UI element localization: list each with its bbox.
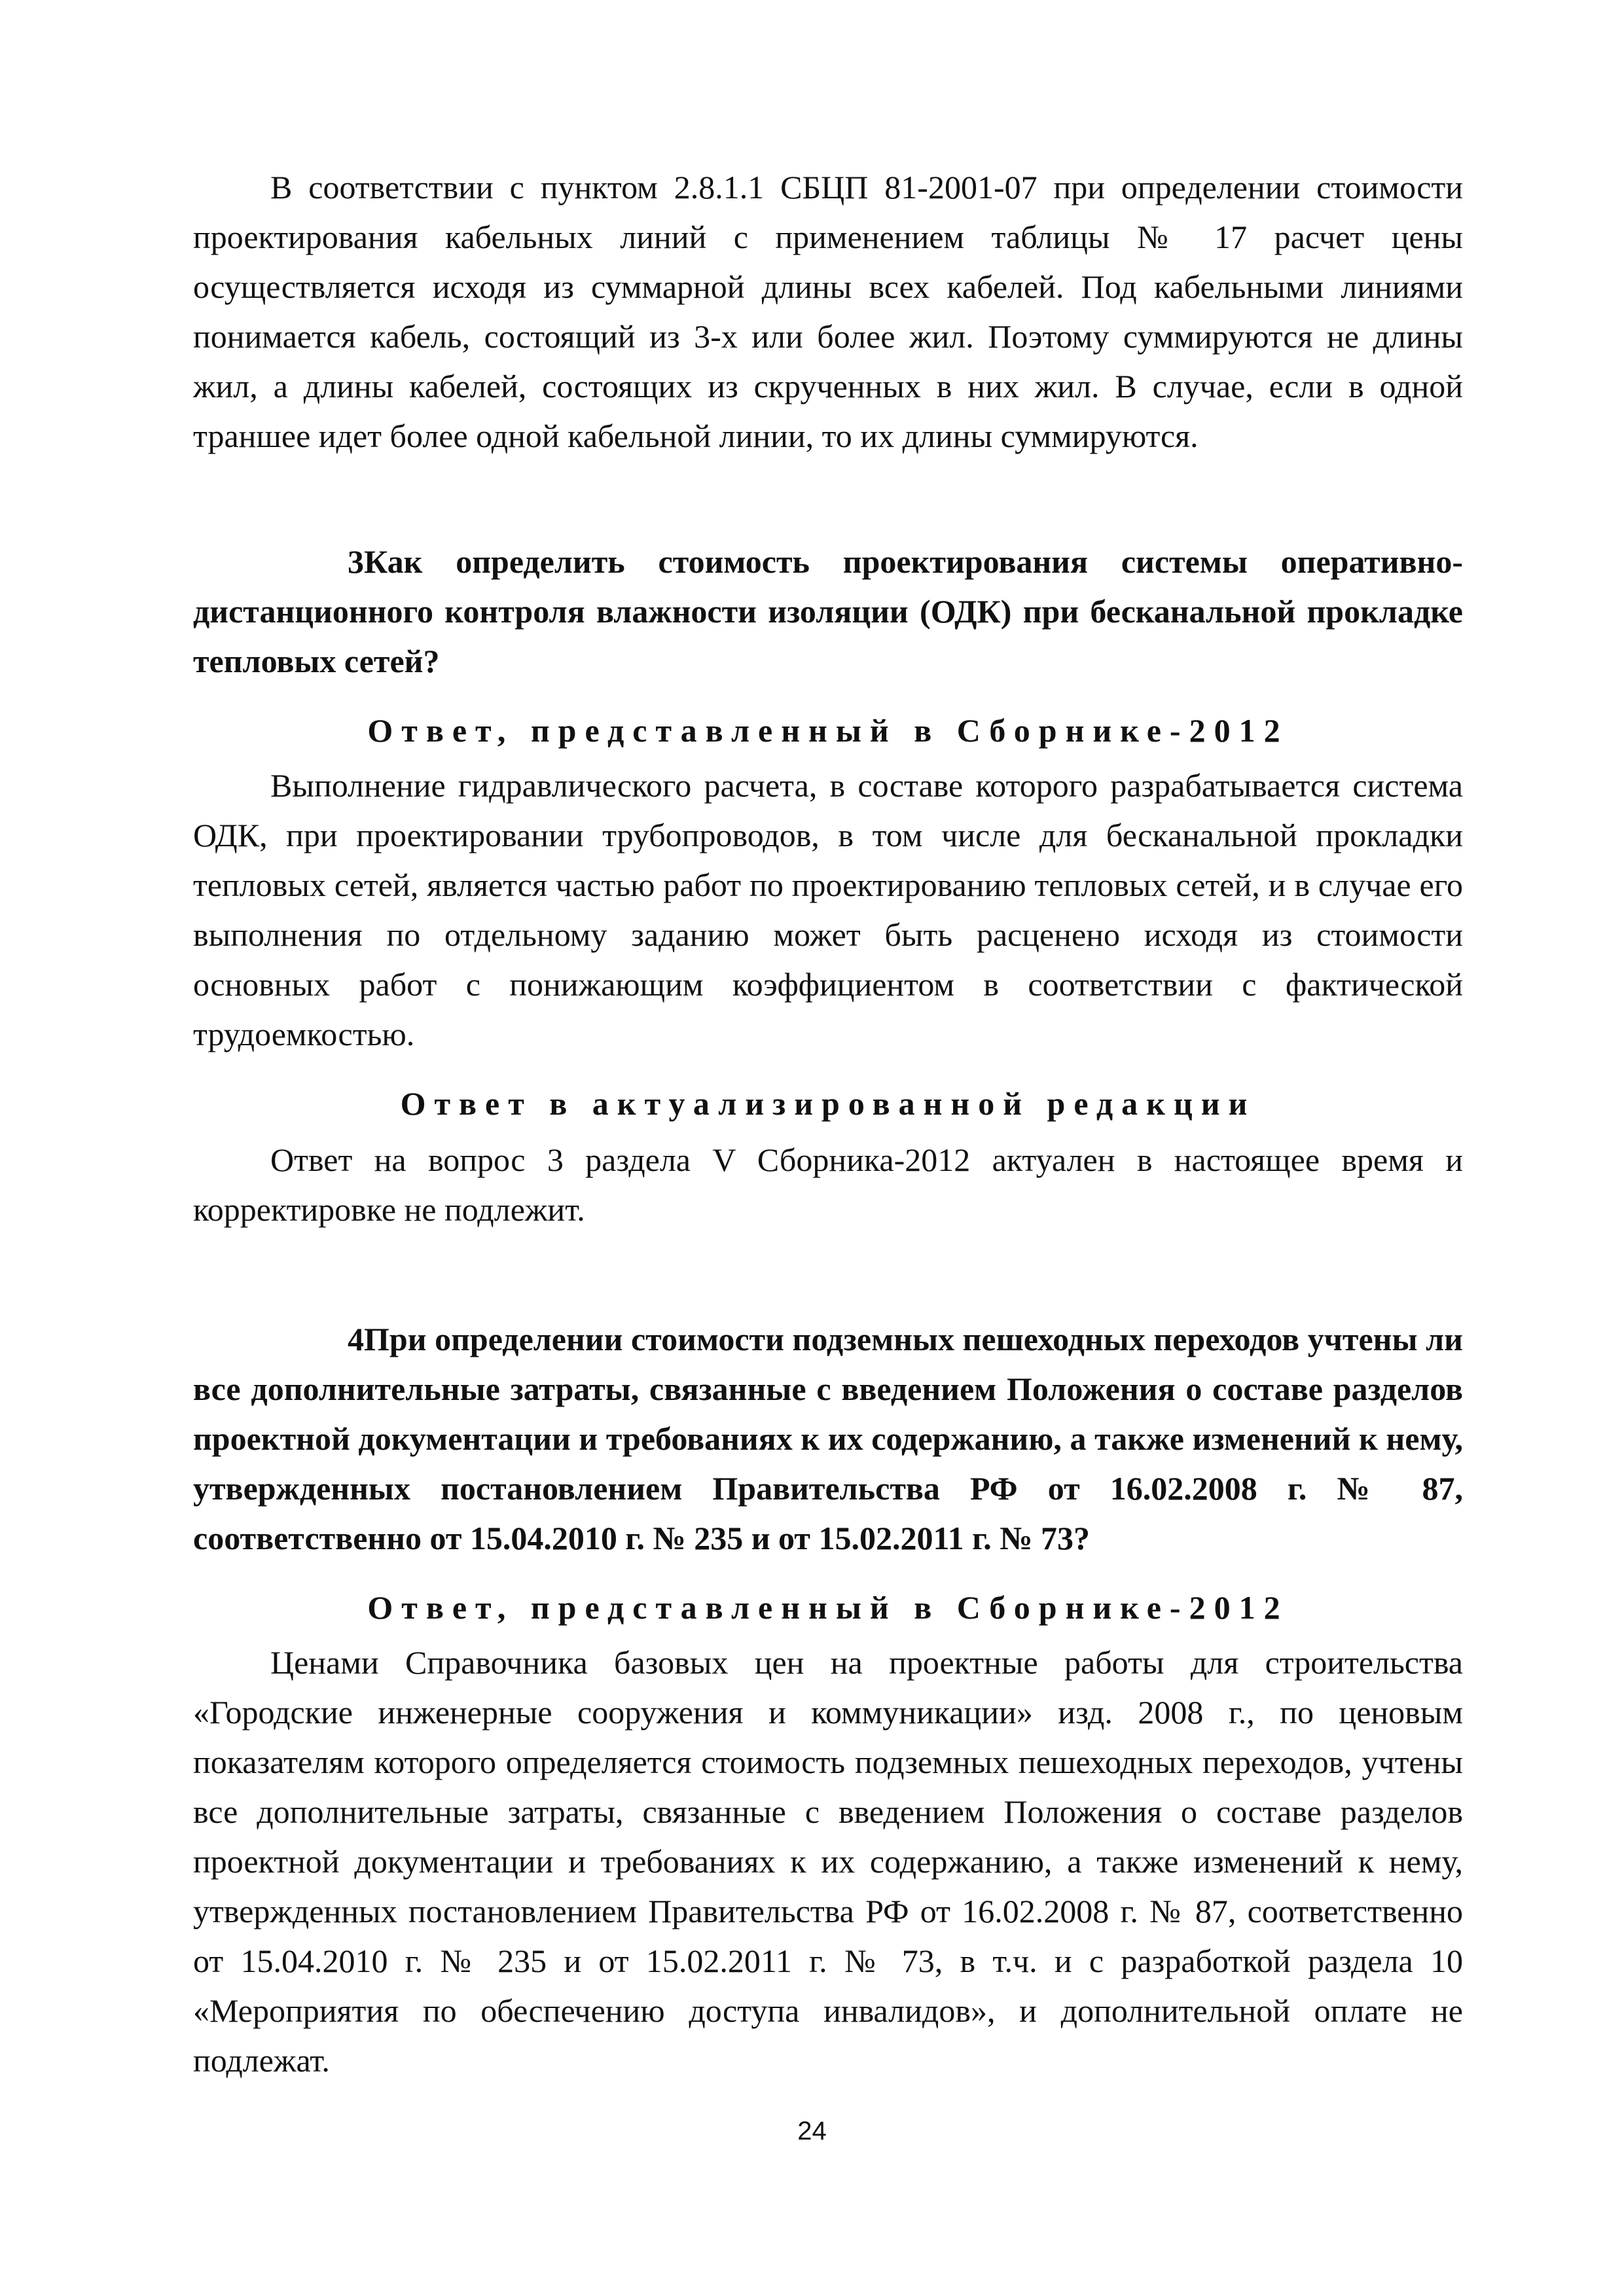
question-3-answer-block (193, 761, 1463, 1059)
question-3-updated-answer: Ответ на вопрос 3 раздела V Сборника-2012 актуален в настоящее время и корректировке не подлежит. (193, 1141, 1463, 1228)
question-3-updated-heading-block (193, 1079, 1463, 1128)
question-3-updated-heading: Ответ в актуализированной редакции (400, 1085, 1256, 1122)
question-3-answer-heading-block (193, 706, 1463, 755)
page-number: 24 (797, 2117, 827, 2145)
question-4-section (193, 1314, 1463, 1563)
question-3-body: Как определить стоимость проектирования системы оперативно-дистанционного контроля влажности изоляции (ОДК) при бесканальной прокладке тепловых сетей? (193, 543, 1463, 679)
question-3-updated-answer-block (193, 1135, 1463, 1234)
question-4-text (193, 1314, 1463, 1563)
question-4-answer-heading-block (193, 1583, 1463, 1632)
question-4-body: При определении стоимости подземных пешеходных переходов учтены ли все дополнительные затраты, связанные с введением Положения о составе разделов проектной документации и требованиях к их содержанию, а также изменений к нему, утвержденных постановлением Правительства РФ от 16.02.2008 г. № 87, соответственно от 15.04.2010 г. № 235 и от 15.02.2011 г. № 73? (193, 1321, 1463, 1556)
question-3-number: 3 (348, 543, 364, 580)
question-4-answer: Ценами Справочника базовых цен на проектные работы для строительства «Городские инженерные сооружения и коммуникации» изд. 2008 г., по ценовым показателям которого определяется стоимость подземных пешеходных переходов, учтены все дополнительные затраты, связанные с введением Положения о составе разделов проектной документации и требованиях к их содержанию, а также изменений к нему, утвержденных постановлением Правительства РФ от 16.02.2008 г. № 87, соответственно от 15.04.2010 г. № 235 и от 15.02.2011 г. № 73, в т.ч. и с разработкой раздела 10 «Мероприятия по обеспечению доступа инвалидов», и дополнительной оплате не подлежат. (193, 1644, 1463, 2079)
question-3-answer: Выполнение гидравлического расчета, в составе которого разрабатывается система ОДК, при проектировании трубопроводов, в том числе для бесканальной прокладки тепловых сетей, является частью работ по проектированию тепловых сетей, и в случае его выполнения по отдельному заданию может быть расценено исходя из стоимости основных работ с понижающим коэффициентом в соответствии с фактической трудоемкостью. (193, 767, 1463, 1052)
question-3-section (193, 537, 1463, 686)
question-4-answer-block (193, 1638, 1463, 2085)
question-4-number: 4 (348, 1321, 364, 1357)
question-4-answer-heading: Ответ, представленный в Сборнике-2012 (367, 1589, 1289, 1626)
intro-section (193, 162, 1463, 461)
question-3-answer-heading: Ответ, представленный в Сборнике-2012 (367, 712, 1289, 749)
intro-paragraph: В соответствии с пунктом 2.8.1.1 СБЦП 81-2001-07 при определении стоимости проектирования кабельных линий с применением таблицы № 17 расчет цены осуществляется исходя из суммарной длины всех кабелей. Под кабельными линиями понимается кабель, состоящий из 3-х или более жил. Поэтому суммируются не длины жил, а длины кабелей, состоящих из скрученных в них жил. В случае, если в одной траншее идет более одной кабельной линии, то их длины суммируются. (193, 169, 1463, 454)
question-3-text (193, 537, 1463, 686)
document-page (193, 0, 1463, 2296)
